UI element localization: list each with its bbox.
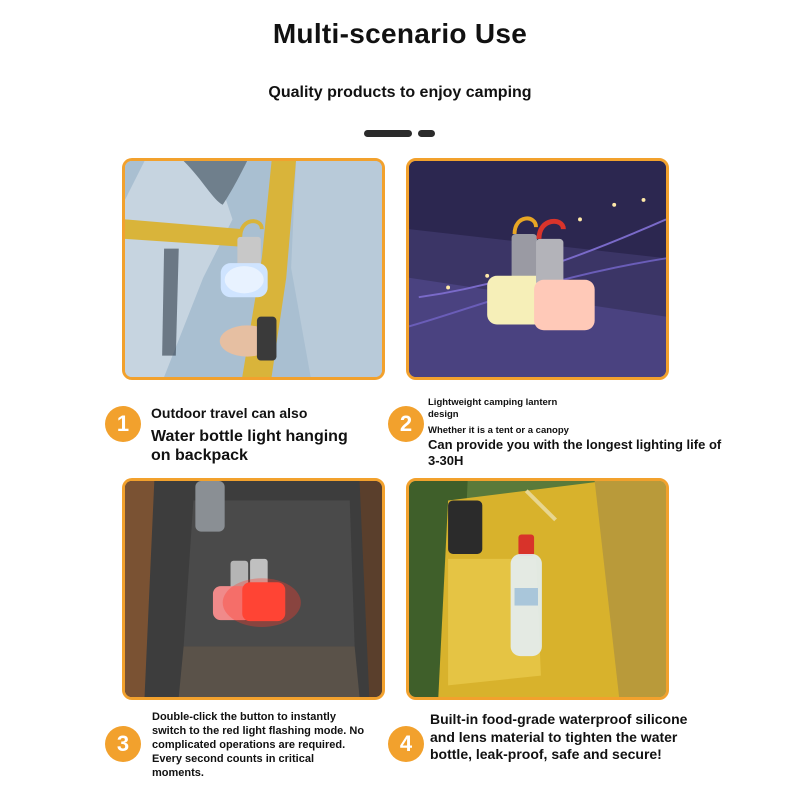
step-badge-2: 2 — [388, 406, 424, 442]
page-title: Multi-scenario Use — [272, 18, 528, 49]
step-badge-1: 1 — [105, 406, 141, 442]
scenario-2-lighting-life: Can provide you with the longest lighting life of 3-30H — [428, 437, 722, 468]
divider-short — [418, 130, 435, 137]
scenario-1-intro: Outdoor travel can also — [151, 405, 308, 421]
scenario-3-description: Double-click the button to instantly switch to the red light flashing mode. No complicated operations are required. Every second counts in critical moments. — [152, 711, 365, 779]
divider-long — [364, 130, 412, 137]
step-badge-4: 4 — [388, 726, 424, 762]
scenario-2-design: Lightweight camping lantern design — [428, 397, 558, 420]
step-badge-3: 3 — [105, 726, 141, 762]
page-subtitle: Quality products to enjoy camping — [268, 84, 532, 101]
scenario-1-headline: Water bottle light hanging on backpack — [151, 428, 348, 464]
photo-backpack-lantern — [122, 158, 385, 380]
photo-tent-lanterns — [406, 158, 669, 380]
scenario-4-description: Built-in food-grade waterproof silicone and lens material to tighten the water bottle, leak-proof, safe and secure! — [430, 711, 688, 762]
photo-red-light-backpack — [122, 478, 385, 700]
scenario-2-setting: Whether it is a tent or a canopy — [428, 425, 569, 436]
photo-bottle-lantern — [406, 478, 669, 700]
